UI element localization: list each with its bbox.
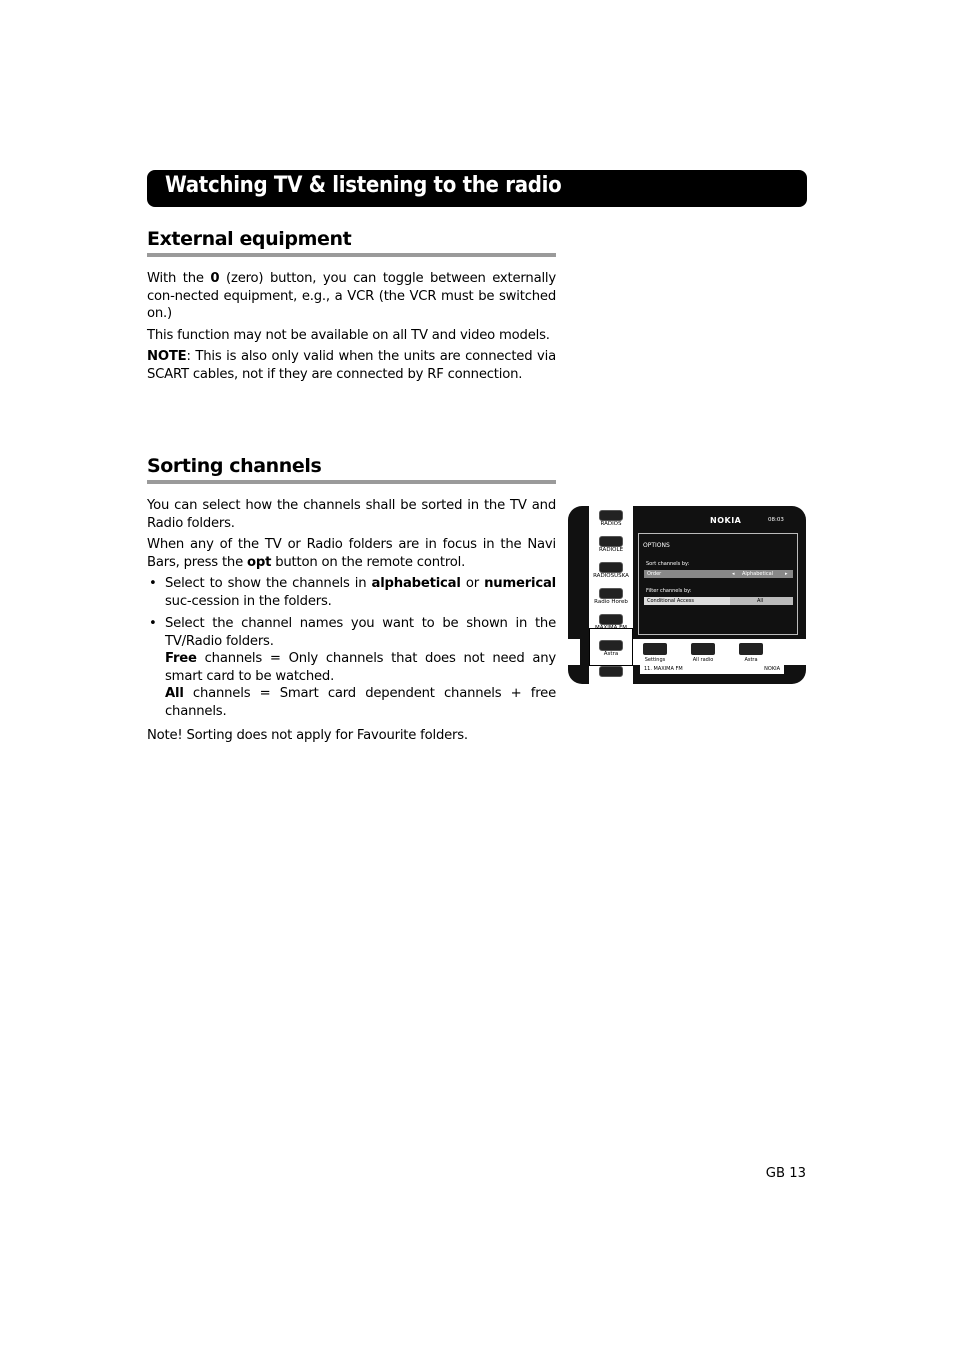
- sorting-p1: You can select how the channels shall be sorted in the TV and Radio folders.: [147, 498, 556, 531]
- nav-item-maxima-fm: MAXIMA FM: [589, 614, 633, 631]
- tv-logo: NOKIA: [710, 516, 742, 525]
- external-note: NOTE: This is also only valid when the units are connected via SCART cables, not if they are connected by RF connection.: [147, 349, 556, 382]
- nav-item-radios: RADIOS: [589, 510, 633, 527]
- settings-icon: [643, 643, 667, 655]
- tv-clock: 08:03: [768, 517, 784, 523]
- options-panel: [638, 533, 798, 635]
- tv-options-screenshot: [568, 506, 806, 684]
- sorting-note: Note! Sorting does not apply for Favourite folders.: [147, 728, 468, 743]
- external-p2: This function may not be available on all TV and video models.: [147, 327, 550, 343]
- heading-external-equipment: External equipment: [147, 228, 556, 257]
- tv-bottom-bar: [633, 639, 806, 665]
- bottom-item-astra: Astra: [733, 643, 769, 663]
- conditional-access-row[interactable]: [644, 597, 793, 605]
- status-channel: 11. MAXIMA FM: [644, 666, 683, 672]
- nav-selection-frame: [589, 628, 633, 666]
- nav-item-radio-horeb: Radio Horeb: [589, 588, 633, 605]
- status-provider: NOKIA: [764, 666, 780, 672]
- external-equipment-text: [147, 270, 556, 387]
- folder-icon: [691, 643, 715, 655]
- tv-status-bar: [640, 665, 784, 674]
- nav-item-next: [589, 666, 633, 677]
- heading-sorting-channels: Sorting channels: [147, 455, 556, 484]
- order-row[interactable]: [644, 570, 793, 578]
- ca-label: Conditional Access: [647, 598, 695, 604]
- bottom-item-all-radio: All radio: [685, 643, 721, 663]
- folder-icon: [739, 643, 763, 655]
- sort-label: Sort channels by:: [646, 561, 690, 567]
- radio-icon: [599, 588, 623, 599]
- radio-icon: [599, 614, 623, 625]
- radio-icon: [599, 666, 623, 677]
- arrow-left-icon: ◂: [732, 571, 735, 577]
- tv-left-edge: [568, 639, 580, 665]
- radio-icon: [599, 562, 623, 573]
- page-number: GB 13: [765, 1166, 806, 1181]
- radio-icon: [599, 510, 623, 521]
- ca-value: All: [757, 598, 764, 604]
- chapter-banner: [147, 170, 807, 207]
- bottom-item-settings: Settings: [637, 643, 673, 663]
- nav-item-astra: Astra: [589, 640, 633, 657]
- order-label: Order: [647, 571, 662, 577]
- sorting-bullets: [147, 575, 556, 720]
- nav-item-radiosuska: RADIOSUSKA: [589, 562, 633, 579]
- external-p1: With the 0 (zero) button, you can toggle between externally con-nected equipment, e.g., a VCR (the VCR must be switched on.): [147, 271, 556, 321]
- sorting-channels-text: [147, 497, 556, 725]
- sorting-p2: When any of the TV or Radio folders are in focus in the Navi Bars, press the opt button on the remote control.: [147, 537, 556, 570]
- order-value: Alphabetical: [742, 571, 774, 577]
- nav-item-radiole: RADIOLE: [589, 536, 633, 553]
- arrow-right-icon: ▸: [785, 571, 788, 577]
- radio-icon: [599, 536, 623, 547]
- chapter-title: Watching TV & listening to the radio: [165, 173, 562, 198]
- bullet-filter: • Select the channel names you want to be shown in the TV/Radio folders. Free channels = Only channels that does not need any smart card to be watched. All channels = Smart card dependent channels + free channels.: [147, 615, 556, 720]
- bullet-sort-order: • Select to show the channels in alphabetical or numerical suc-cession in the folders.: [147, 575, 556, 610]
- options-title: OPTIONS: [643, 542, 670, 549]
- filter-label: Filter channels by:: [646, 588, 692, 594]
